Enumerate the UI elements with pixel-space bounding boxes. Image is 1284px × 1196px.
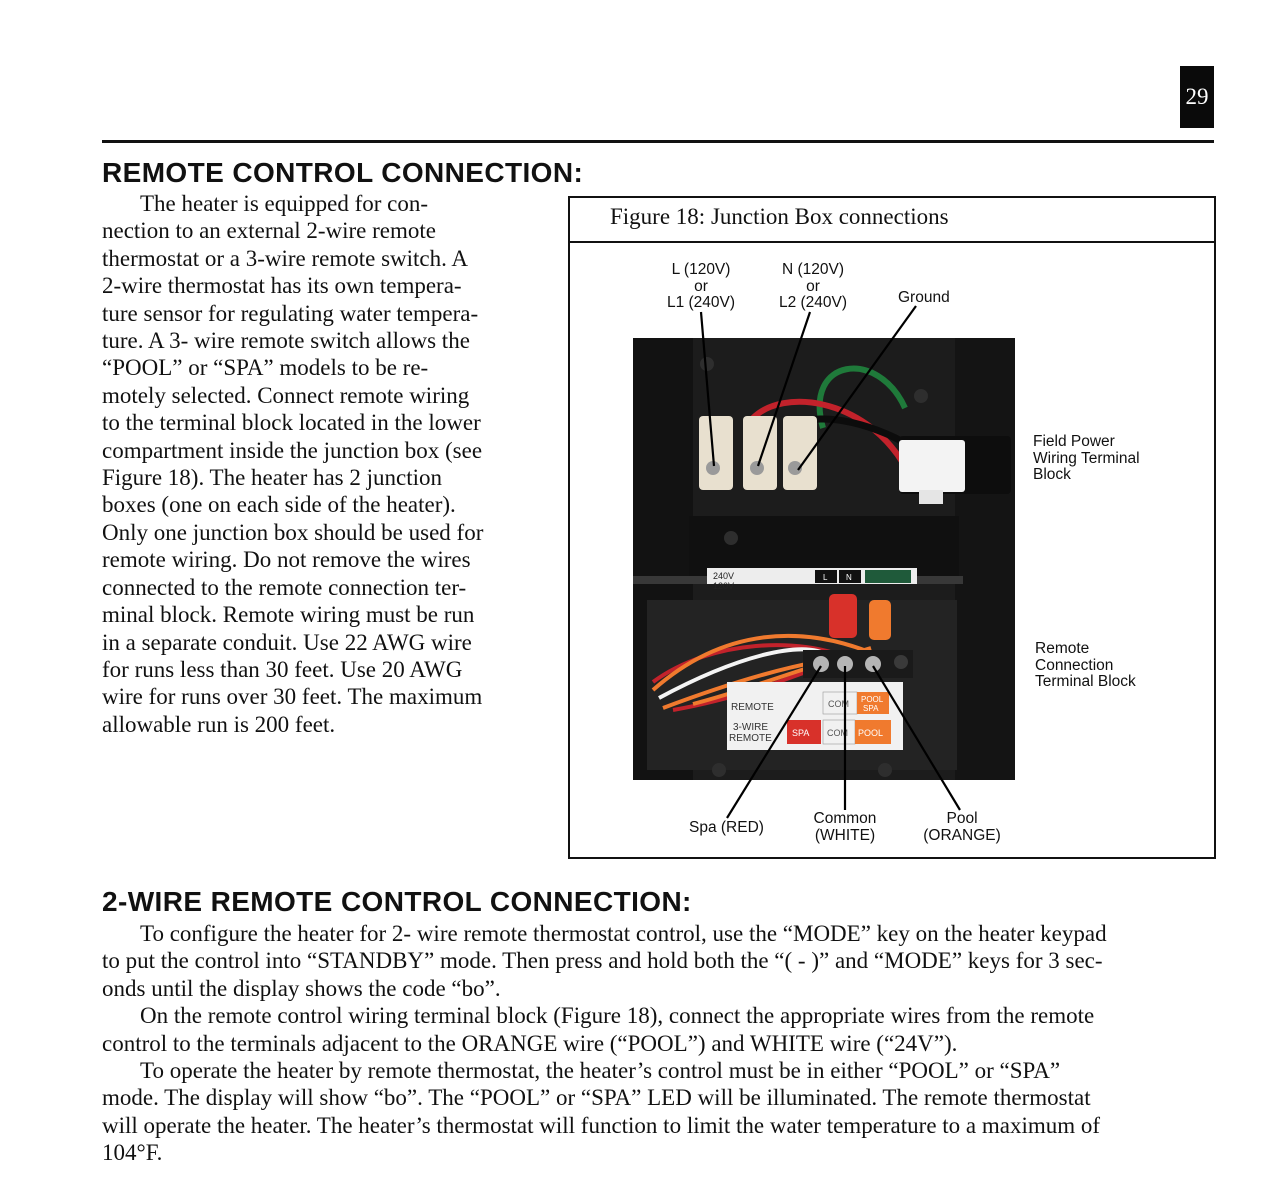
text-line: Figure 18). The heater has 2 junction xyxy=(102,465,443,491)
leader-n-line xyxy=(758,312,810,466)
text-line: connected to the remote connection ter- xyxy=(102,574,467,600)
label-common xyxy=(802,811,888,844)
text-line: minal block. Remote wiring must be run xyxy=(102,602,475,628)
label-line2-c: L2 (240V) xyxy=(778,294,848,311)
label-spa xyxy=(689,820,764,837)
section-body-remote-control xyxy=(102,190,532,738)
spa-row1-text: SPA xyxy=(863,704,879,713)
voltage-120-text: 120V xyxy=(713,581,735,591)
text-line: 104°F. xyxy=(102,1140,163,1166)
pool-row1-text: POOL xyxy=(861,695,884,704)
text-line: onds until the display shows the code “bo”. xyxy=(102,975,501,1001)
header-rule xyxy=(102,140,1214,143)
text-line: compartment inside the junction box (see xyxy=(102,437,483,463)
figure-caption: Figure 18: Junction Box connections xyxy=(610,204,949,229)
text-line: in a separate conduit. Use 22 AWG wire xyxy=(102,629,472,655)
label-line1 xyxy=(654,262,748,312)
text-line: allowable run is 200 feet. xyxy=(102,711,336,737)
text-line: ture sensor for regulating water tempera- xyxy=(102,300,479,326)
label-field-power-b: Wiring Terminal xyxy=(1033,449,1140,467)
figure-18 xyxy=(568,196,1216,859)
label-line2-a: N (120V) xyxy=(781,261,845,278)
tag-n-text: N xyxy=(846,573,852,582)
label-line2 xyxy=(766,262,860,312)
label-spa-text: Spa (RED) xyxy=(689,819,764,836)
label-remote-block-a: Remote xyxy=(1035,640,1090,657)
label-remote-block xyxy=(1035,641,1136,691)
pool-row2-text: POOL xyxy=(858,728,884,738)
section-heading-2-wire: 2-WIRE REMOTE CONTROL CONNECTION: xyxy=(102,886,692,917)
tag-l-text: L xyxy=(823,573,828,582)
text-line: thermostat or a 3-wire remote switch. A xyxy=(102,245,468,271)
text-line: wire for runs over 30 feet. The maximum xyxy=(102,684,483,710)
com-row2-text: COM xyxy=(827,728,848,738)
three-wire-text: 3-WIRE xyxy=(733,722,768,733)
label-pool-a: Pool xyxy=(946,810,978,827)
label-field-power xyxy=(1033,434,1140,484)
text-line: ture. A 3- wire remote switch allows the xyxy=(102,328,470,354)
page-number: 29 xyxy=(1180,66,1214,128)
text-line: 2-wire thermostat has its own tempera- xyxy=(102,273,462,299)
leader-spa-line xyxy=(727,666,821,818)
text-line: to the terminal block located in the lower xyxy=(102,410,481,436)
label-remote-block-b: Connection xyxy=(1035,656,1114,674)
text-line: On the remote control wiring terminal block (Figure 18), connect the appropriate wires from the remote xyxy=(140,1003,1095,1029)
text-line: boxes (one on each side of the heater). xyxy=(102,492,456,518)
text-line: nection to an external 2-wire remote xyxy=(102,218,436,244)
section-body-2-wire xyxy=(102,920,1214,1167)
remote-row2-text: REMOTE xyxy=(729,733,772,744)
label-line1-a: L (120V) xyxy=(671,261,731,278)
text-line: motely selected. Connect remote wiring xyxy=(102,382,470,408)
text-line: mode. The display will show “bo”. The “POOL” or “SPA” LED will be illuminated. The remote thermostat xyxy=(102,1085,1091,1111)
label-common-b: (WHITE) xyxy=(814,826,876,844)
label-pool-b: (ORANGE) xyxy=(923,826,1001,844)
label-common-a: Common xyxy=(813,810,877,827)
label-ground xyxy=(898,290,950,307)
remote-row1-text: REMOTE xyxy=(731,702,774,713)
text-line: “POOL” or “SPA” models to be re- xyxy=(102,355,429,381)
voltage-240-text: 240V xyxy=(713,571,735,581)
text-line: for runs less than 30 feet. Use 20 AWG xyxy=(102,656,463,682)
label-remote-block-c: Terminal Block xyxy=(1035,673,1136,690)
label-field-power-a: Field Power xyxy=(1033,433,1115,450)
text-line: Only one junction box should be used for xyxy=(102,519,484,545)
text-line: control to the terminals adjacent to the ORANGE wire (“POOL”) and WHITE wire (“24V”). xyxy=(102,1030,958,1056)
label-line1-c: L1 (240V) xyxy=(666,294,736,311)
section-heading-remote-control: REMOTE CONTROL CONNECTION: xyxy=(102,157,584,188)
spa-row2-text: SPA xyxy=(792,728,810,738)
text-line: The heater is equipped for con- xyxy=(140,191,429,216)
leader-pool-line xyxy=(873,666,960,810)
label-field-power-c: Block xyxy=(1033,466,1071,483)
label-line2-b: or xyxy=(806,277,820,295)
label-pool xyxy=(916,811,1008,844)
leader-ground-line xyxy=(798,306,916,470)
text-line: will operate the heater. The heater’s thermostat will function to limit the water temperature to a maximum of xyxy=(102,1112,1101,1138)
text-line: To configure the heater for 2- wire remote thermostat control, use the “MODE” key on the heater keypad xyxy=(140,921,1107,946)
text-line: To operate the heater by remote thermostat, the heater’s control must be in either “POOL” or “SPA” xyxy=(140,1058,1061,1084)
text-line: remote wiring. Do not remove the wires xyxy=(102,547,471,573)
com-row1-text: COM xyxy=(828,699,849,709)
leader-l-line xyxy=(701,312,714,466)
text-line: to put the control into “STANDBY” mode. Then press and hold both the “( - )” and “MODE” keys for 3 sec- xyxy=(102,948,1103,974)
label-line1-b: or xyxy=(694,277,708,295)
label-ground-text: Ground xyxy=(898,289,950,306)
